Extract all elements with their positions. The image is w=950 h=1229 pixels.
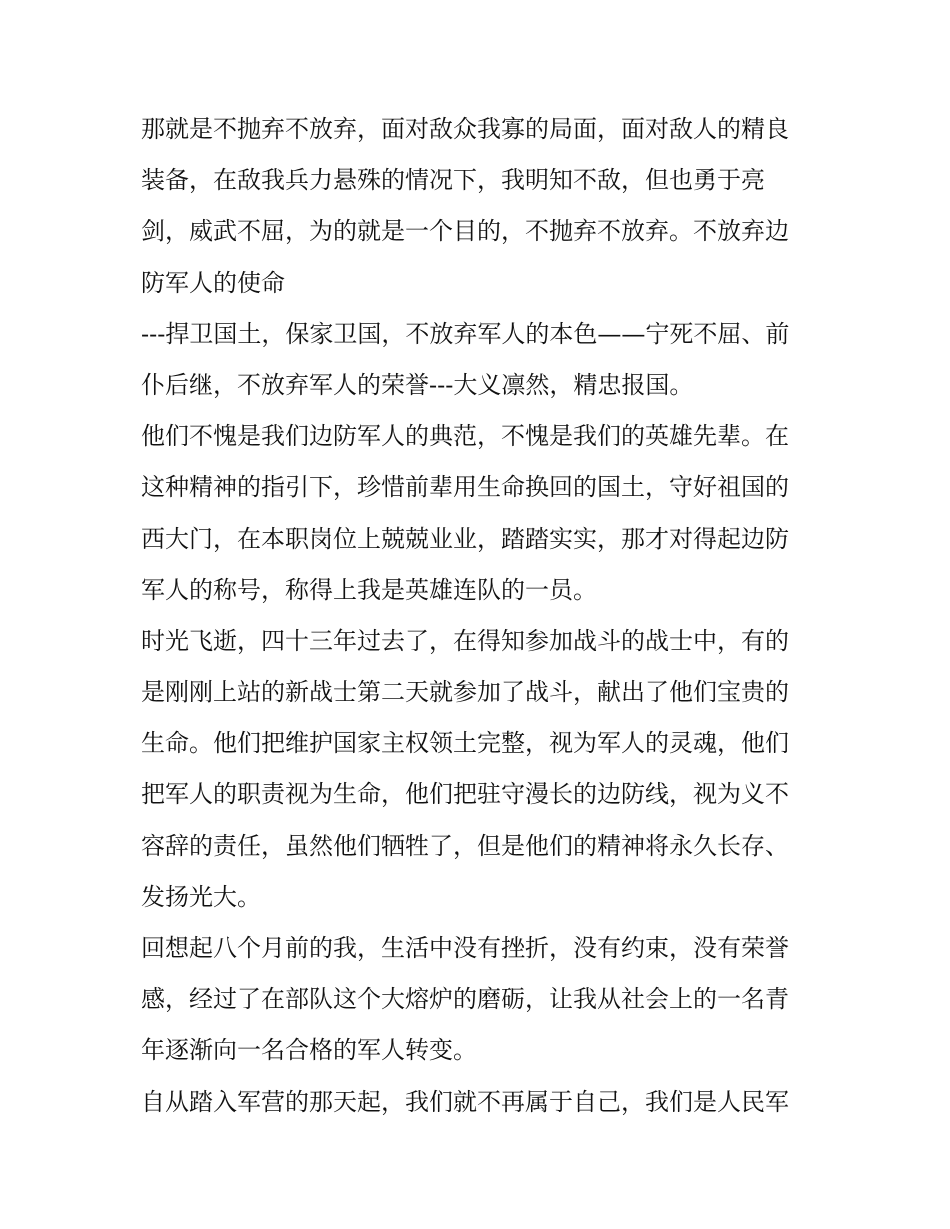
text-line: 感，经过了在部队这个大熔炉的磨砺，让我从社会上的一名青: [141, 985, 789, 1014]
text-line: 回想起八个月前的我，生活中没有挫折，没有约束，没有荣誉: [141, 934, 789, 962]
text-line: 他们不愧是我们边防军人的典范，不愧是我们的英雄先辈。在: [141, 422, 789, 451]
text-line: 那就是不抛弃不放弃，面对敌众我寡的局面，面对敌人的精良: [141, 115, 789, 143]
text-line: 时光飞逝，四十三年过去了，在得知参加战斗的战士中，有的: [141, 626, 789, 655]
text-line: 这种精神的指引下，珍惜前辈用生命换回的国土，守好祖国的: [141, 473, 789, 502]
text-line: 是刚刚上站的新战士第二天就参加了战斗，献出了他们宝贵的: [141, 678, 789, 707]
text-line: 自从踏入军营的那天起，我们就不再属于自己，我们是人民军: [141, 1087, 789, 1116]
text-line: 防军人的使命: [141, 268, 285, 297]
text-line: 把军人的职责视为生命，他们把驻守漫长的边防线，视为义不: [141, 780, 789, 809]
text-line: 军人的称号，称得上我是英雄连队的一员。: [141, 575, 597, 604]
text-line: 容辞的责任，虽然他们牺牲了，但是他们的精神将永久长存、: [141, 831, 789, 860]
body-text: [141, 104, 821, 1128]
text-line: 生命。他们把维护国家主权领土完整，视为军人的灵魂，他们: [141, 729, 789, 758]
text-line: 发扬光大。: [141, 882, 261, 911]
text-line: 装备，在敌我兵力悬殊的情况下，我明知不敌，但也勇于亮: [141, 166, 765, 195]
text-line: 年逐渐向一名合格的军人转变。: [141, 1036, 477, 1065]
text-line: ---捍卫国土，保家卫国，不放弃军人的本色——宁死不屈、前: [141, 319, 790, 348]
text-line: 剑，威武不屈，为的就是一个目的，不抛弃不放弃。不放弃边: [141, 217, 789, 246]
text-line: 仆后继，不放弃军人的荣誉---大义凛然，精忠报国。: [141, 370, 694, 399]
text-line: 西大门，在本职岗位上兢兢业业，踏踏实实，那才对得起边防: [141, 524, 789, 553]
